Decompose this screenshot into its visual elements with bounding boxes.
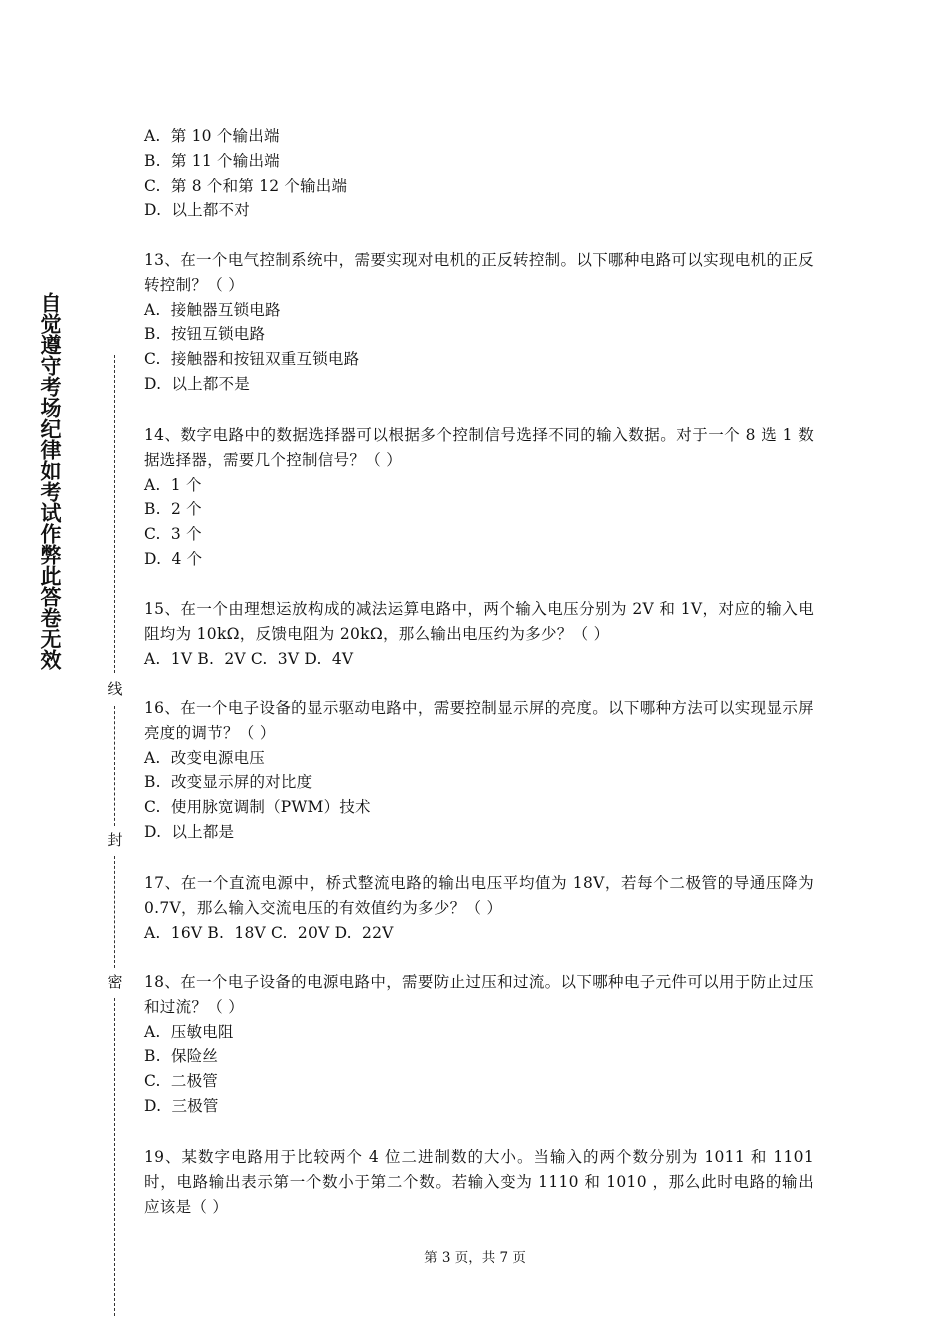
option: B. 保险丝 [144,1047,219,1066]
binding-line-segment [114,706,115,826]
option: C. 第 8 个和第 12 个输出端 [144,176,348,195]
option: D. 以上都是 [144,822,235,841]
option: B. 按钮互锁电路 [144,325,266,344]
option: A. 第 10 个输出端 [144,127,280,145]
binding-line-segment [114,998,115,1316]
option: B. 改变显示屏的对比度 [144,773,313,792]
option: A. 改变电源电压 [144,748,265,767]
option: A. 1V B. 2V C. 3V D. 4V [144,649,354,668]
question-stem: 15、在一个由理想运放构成的减法运算电路中，两个输入电压分别为 2V 和 1V，对应的输入电阻均为 10kΩ，反馈电阻为 20kΩ，那么输出电压约为多少？（ ） [144,600,814,643]
option: B. 第 11 个输出端 [144,151,280,170]
question-16 [144,696,814,845]
question-13 [144,248,814,397]
question-19 [144,1145,814,1219]
question-stem: 13、在一个电气控制系统中，需要实现对电机的正反转控制。以下哪种电路可以实现电机的正反转控制？（ ） [144,251,814,294]
question-stem: 16、在一个电子设备的显示驱动电路中，需要控制显示屏的亮度。以下哪种方法可以实现显示屏亮度的调节？（ ） [144,699,814,742]
question-stem: 19、某数字电路用于比较两个 4 位二进制数的大小。当输入的两个数分别为 1011 和 1101 时，电路输出表示第一个数小于第二个数。若输入变为 1110 和 1010 ，那么此时电路的输出应该是（ ） [144,1148,814,1216]
option: C. 接触器和按钮双重互锁电路 [144,350,360,369]
option: D. 三极管 [144,1096,219,1115]
question-15 [144,597,814,671]
option: A. 压敏电阻 [144,1022,234,1041]
binding-mark-line: 线 [107,680,123,698]
option: D. 以上都不对 [144,201,250,220]
option: C. 二极管 [144,1072,218,1091]
question-14 [144,423,814,572]
exam-discipline-notice: 自觉遵守考场纪律如考试作弊此答卷无效 [38,292,62,670]
page-number: 第 3 页，共 7 页 [424,1250,526,1266]
option: A. 1 个 [144,475,202,494]
option: C. 3 个 [144,525,202,544]
option: A. 16V B. 18V C. 20V D. 22V [144,923,394,942]
continued-options [144,124,814,223]
question-17 [144,871,814,945]
option: C. 使用脉宽调制（PWM）技术 [144,798,371,817]
option: D. 以上都不是 [144,374,250,393]
question-stem: 18、在一个电子设备的电源电路中，需要防止过压和过流。以下哪种电子元件可以用于防止过压和过流？（ ） [144,973,814,1016]
binding-mark-secret: 密 [107,973,123,991]
question-stem: 14、数字电路中的数据选择器可以根据多个控制信号选择不同的输入数据。对于一个 8 选 1 数据选择器，需要几个控制信号？（ ） [144,426,814,469]
binding-line-segment [114,856,115,968]
binding-line-segment [114,355,115,673]
question-18 [144,970,814,1119]
question-stem: 17、在一个直流电源中，桥式整流电路的输出电压平均值为 18V，若每个二极管的导通压降为 0.7V，那么输入交流电压的有效值约为多少？（ ） [144,874,814,917]
option: D. 4 个 [144,549,203,568]
option: B. 2 个 [144,500,202,519]
option: A. 接触器互锁电路 [144,300,281,319]
binding-mark-seal: 封 [107,831,123,849]
